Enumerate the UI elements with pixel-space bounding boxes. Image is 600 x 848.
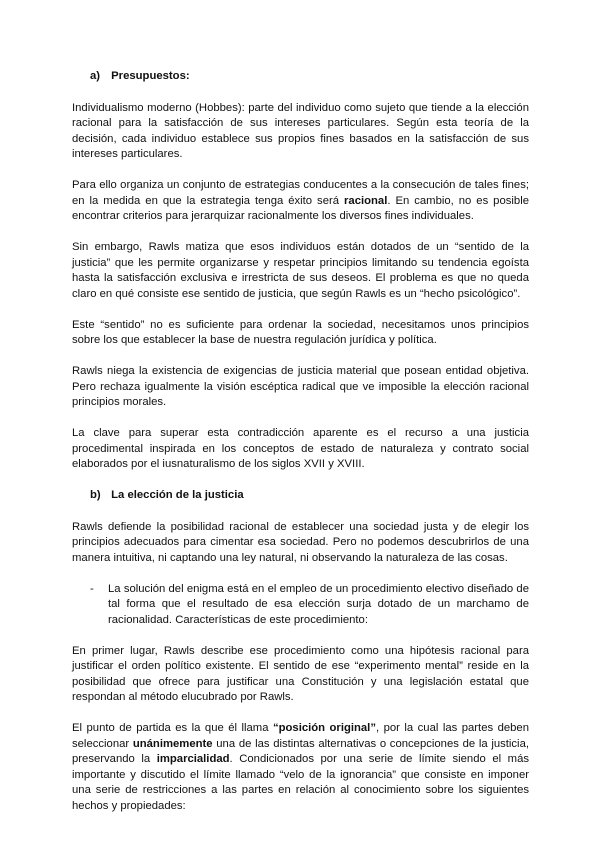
bullet-text: La solución del enigma está en el empleo de un procedimiento electivo diseñado de tal forma que el resultado de esa elección surja dotado de un marchamo de racionalidad. Características de este procedimiento: bbox=[108, 582, 529, 626]
section-a-number: a) bbox=[90, 70, 101, 82]
paragraph-b3-bold-posicion-original: “posición original” bbox=[272, 722, 376, 734]
paragraph-a4: Este “sentido” no es suficiente para ordenar la sociedad, necesitamos unos principios sobre los que establecer la base de nuestra regulación jurídica y política. bbox=[72, 318, 529, 346]
paragraph-a2-text2: . En cambio, no es posible encontrar criterios para jerarquizar racionalmente los diversos fines individuales. bbox=[72, 194, 529, 222]
paragraph-b1: Rawls defiende la posibilidad racional de establecer una sociedad justa y de elegir los principios adecuados para cimentar esa sociedad. Pero no podemos descubrirlos de una manera intuitiva, ni captando una ley natural, ni observando la naturaleza de las cosas. bbox=[72, 520, 529, 564]
paragraph-b3-text2: , por la cual las partes deben seleccionar bbox=[72, 722, 530, 750]
paragraph-b3-text3: una de las distintas alternativas o concepciones de la justicia, preservando la bbox=[72, 737, 529, 765]
paragraph-b2: En primer lugar, Rawls describe ese procedimiento como una hipótesis racional para justificar el orden político existente. El sentido de ese “experimento mental” reside en la posibilidad que ofrece para justificar una Constitución y una legislación estatal que respondan al método elucubrado por Rawls. bbox=[72, 644, 529, 703]
paragraph-a2-text1: Para ello organiza un conjunto de estrategias conducentes a la consecución de tales fines; en la medida en que la estrategia tenga éxito será bbox=[72, 179, 529, 207]
paragraph-a3: Sin embargo, Rawls matiza que esos individuos están dotados de un “sentido de la justicia” que les permite organizarse y respetar principios limitando su tendencia egoísta hasta la satisfacción exclusiva e irrestricta de sus deseos. El problema es que no queda claro en qué consiste ese sentido de justicia, que según Rawls es un “hecho psicológico”. bbox=[72, 241, 529, 300]
section-a-heading bbox=[72, 69, 529, 85]
paragraph-b3 bbox=[72, 721, 529, 814]
section-b-number: b) bbox=[90, 489, 101, 501]
paragraph-a6: La clave para superar esta contradicción aparente es el recurso a una justicia procedimental inspirada en los conceptos de estado de naturaleza y contrato social elaborados por el iusnaturalismo de los siglos XVII y XVIII. bbox=[72, 427, 529, 470]
bullet-item bbox=[72, 582, 529, 629]
paragraph-b3-text4: . Condicionados por una serie de límite siendo el más importante y discutido el límite llamado “velo de la ignorancia” que consiste en imponer una serie de restricciones a las partes en relación al conocimiento sobre los siguientes hechos y propiedades: bbox=[72, 753, 530, 812]
section-b-heading bbox=[72, 488, 529, 504]
paragraph-b3-bold-unanimemente: unánimemente bbox=[132, 737, 213, 750]
paragraph-a2 bbox=[72, 178, 529, 225]
paragraph-a1: Individualismo moderno (Hobbes): parte del individuo como sujeto que tiende a la elección racional para la satisfacción de sus intereses particulares. Según esta teoría de la decisión, cada individuo establece sus propios fines basados en la satisfacción de sus intereses particulares. bbox=[72, 101, 529, 160]
bullet-marker: - bbox=[90, 582, 94, 595]
paragraph-a2-bold-racional: racional bbox=[344, 194, 388, 207]
paragraph-a5: Rawls niega la existencia de exigencias de justicia material que posean entidad objetiva. Pero rechaza igualmente la visión escéptica radical que ve imposible la elección racional principios morales. bbox=[72, 365, 529, 408]
section-b-title: La elección de la justicia bbox=[111, 489, 244, 501]
paragraph-b3-text1: El punto de partida es la que él llama bbox=[72, 722, 273, 734]
section-a-title: Presupuestos: bbox=[111, 70, 190, 82]
paragraph-b3-bold-imparcialidad: imparcialidad bbox=[156, 753, 230, 765]
